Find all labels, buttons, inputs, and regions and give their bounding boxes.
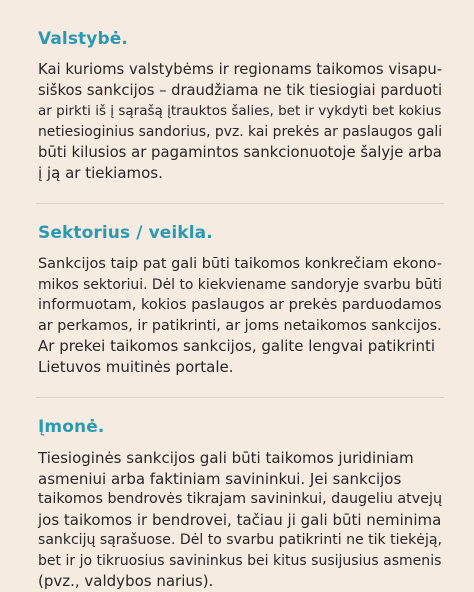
section-divider [36, 203, 444, 204]
section-title-imone: Įmonė. [38, 417, 105, 437]
text-line: taikomos bendrovės tikrajam savininkui, daugeliu atvejų [38, 491, 443, 507]
text-line: bet ir jo tikruosius savininkus bei kitus susijusius asmenis [38, 552, 442, 569]
text-line: netiesioginius sandorius, pvz. kai prekės ar paslaugos gali [38, 123, 443, 140]
section-body-valstybe [38, 60, 442, 183]
text-line: ar perkamos, ir patikrinti, ar joms netaikomos sankcijos. [38, 317, 442, 334]
text-line: ar pirkti iš į sąrašą įtrauktos šalies, bet ir vykdyti bet kokius [38, 103, 442, 119]
text-line: į ją ar tiekiamos. [38, 163, 163, 182]
text-line: asmeniui arba faktiniam savininkui. Jei sankcijos [38, 469, 402, 488]
text-line: Lietuvos muitinės portale. [38, 357, 234, 376]
text-line: mikos sektoriui. Dėl to kiekviename sandoryje svarbu būti [38, 276, 442, 293]
section-body-sektorius [38, 254, 442, 377]
text-line: būti kilusios ar pagamintos sankcionuotoje šalyje arba [38, 143, 442, 161]
text-line: informuotam, kokios paslaugos ar prekės parduodamos [38, 297, 442, 313]
text-line: jos taikomos ir bendrovei, tačiau ji gali būti neminima [38, 510, 442, 529]
text-line: Ar prekei taikomos sankcijos, galite lengvai patikrinti [38, 337, 436, 355]
section-body-imone [38, 448, 442, 592]
section-title-sektorius: Sektorius / veikla. [38, 223, 213, 243]
section-sektorius [38, 222, 442, 377]
text-line: (pvz., valdybos narius). [38, 572, 214, 590]
text-line: Sankcijos taip pat gali būti taikomos konkrečiam ekono- [38, 256, 442, 272]
section-divider [36, 397, 444, 398]
text-line: Tiesioginės sankcijos gali būti taikomos juridiniam [38, 449, 414, 467]
section-title-valstybe: Valstybė. [38, 29, 128, 49]
section-valstybe [38, 28, 442, 183]
text-line: Kai kurioms valstybėms ir regionams taikomos visapu- [38, 61, 443, 78]
text-line: siškos sankcijos – draudžiama ne tik tiesiogiai parduoti [38, 81, 443, 99]
text-line: sankcijų sąrašuose. Dėl to svarbu patikrinti ne tik tiekėją, [38, 532, 442, 548]
section-imone [38, 416, 442, 592]
